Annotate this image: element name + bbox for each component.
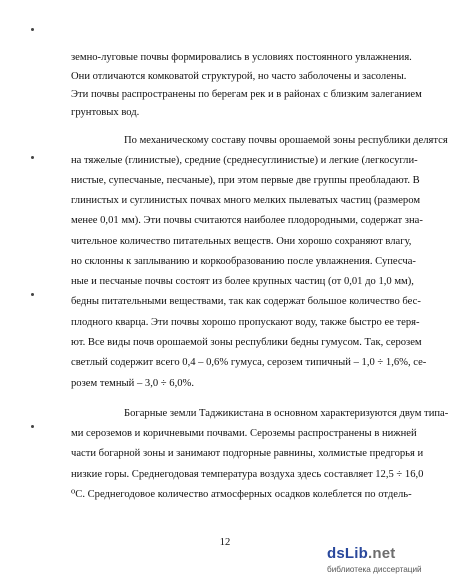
text-line: нистые, супесчаные, песчаные), при этом первые две группы преобладают. В	[71, 175, 420, 186]
text-line: глинистых и суглинистых почвах много мелких пылеватых частиц (размером	[71, 195, 421, 206]
logo-main: dsLib	[327, 545, 368, 562]
text-line: розем темный – 3,0 ÷ 6,0%.	[71, 378, 194, 389]
text-line: Эти почвы распространены по берегам рек и в районах с близким залеганием	[71, 89, 422, 100]
text-line: грунтовых вод.	[71, 107, 140, 118]
page-number: 12	[219, 537, 231, 548]
margin-dot	[31, 425, 34, 428]
logo-tld: .net	[368, 545, 396, 562]
text-line: но склонны к заплыванию и коркообразованию после увлажнения. Супесча-	[71, 256, 416, 267]
text-line: По механическому составу почвы орошаемой зоны республики делятся	[124, 135, 448, 146]
dslib-logo	[327, 545, 395, 562]
text-line: Они отличаются комковатой структурой, но часто заболочены и засолены.	[71, 71, 407, 82]
text-line: ⁰С. Среднегодовое количество атмосферных осадков колеблется по отдель-	[71, 489, 412, 500]
text-line: светлый содержит всего 0,4 – 0,6% гумуса, серозем типичный – 1,0 ÷ 1,6%, се-	[71, 357, 427, 368]
text-line: менее 0,01 мм). Эти почвы считаются наиболее плодородными, содержат зна-	[71, 215, 423, 226]
margin-dot	[31, 28, 34, 31]
margin-dot	[31, 293, 34, 296]
text-line: плодного кварца. Эти почвы хорошо пропускают воду, также быстро ее теря-	[71, 317, 420, 328]
text-line: низкие горы. Среднегодовая температура воздуха здесь составляет 12,5 ÷ 16,0	[71, 469, 424, 480]
text-line: ные и песчаные почвы состоят из более крупных частиц (от 0,01 до 1,0 мм),	[71, 276, 414, 287]
watermark-subtitle: библиотека диссертаций	[327, 565, 422, 574]
text-line: земно-луговые почвы формировались в условиях постоянного увлажнения.	[71, 52, 412, 63]
text-line: ми сероземов и коричневыми почвами. Сероземы распространены в нижней	[71, 428, 417, 439]
text-line: ют. Все виды почв орошаемой зоны республики бедны гумусом. Так, серозем	[71, 337, 422, 348]
text-line: чительное количество питательных веществ. Они хорошо сохраняют влагу,	[71, 236, 412, 247]
text-line: бедны питательными веществами, так как содержат большое количество бес-	[71, 296, 421, 307]
text-line: на тяжелые (глинистые), средние (среднесуглинистые) и легкие (легкосугли-	[71, 155, 418, 166]
dslib-watermark[interactable]	[327, 545, 450, 582]
text-line: Богарные земли Таджикистана в основном характеризуются двум типа-	[124, 408, 449, 419]
text-line: части богарной зоны и занимают подгорные равнины, холмистые предгорья и	[71, 448, 424, 459]
margin-dot	[31, 156, 34, 159]
